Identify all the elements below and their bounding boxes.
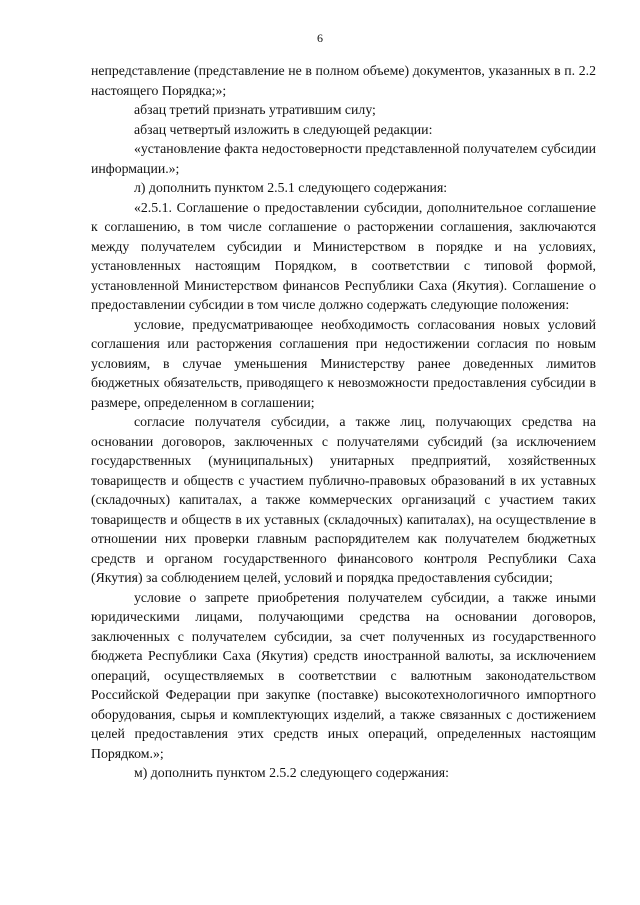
paragraph-submission-failure: непредставление (представление не в полном объеме) документов, указанных в п. 2.2 настоящего Порядка;»; (91, 63, 596, 98)
paragraph-currency-prohibition: условие о запрете приобретения получателем субсидии, а также иными юридическими лицами, получающими средства на основании договоров, заключенных с получателем субсидии, за счет полученных из государственного бюджета Республики Саха (Якутия) средств иностранной валюты, за исключением операций, осуществляемых в соответствии с валютным законодательством Российской Федерации при закупке (поставке) высокотехнологичного импортного оборудования, сырья и комплектующих изделий, а также связанных с достижением целей предоставления этих средств иных операций, определенных настоящим Порядком.»; (91, 589, 596, 761)
paragraph-false-information: «установление факта недостоверности представленной получателем субсидии информации.»; (91, 141, 596, 176)
paragraph-item-l: л) дополнить пунктом 2.5.1 следующего содержания: (134, 180, 448, 195)
paragraph-third-clause: абзац третий признать утратившим силу; (134, 102, 376, 117)
paragraph-item-m: м) дополнить пунктом 2.5.2 следующего содержания: (134, 765, 449, 780)
page-number: 6 (317, 31, 323, 45)
document-body (91, 61, 596, 783)
paragraph-consent-inspection: согласие получателя субсидии, а также лиц, получающих средства на основании договоров, заключенных с получателями субсидий (за исключением государственных (муниципальных) унитарных предприятий, хозяйственных товариществ и обществ с участием публично-правовых образований в их уставных (складочных) капиталах, а также коммерческих организаций с участием таких товариществ и обществ в их уставных (складочных) капиталах), на осуществление в отношении них проверки главным распорядителем как получателем бюджетных средств и органом государственного финансового контроля Республики Саха (Якутия) за соблюдением целей, условий и порядка предоставления субсидии; (91, 414, 596, 585)
paragraph-clause-2-5-1: «2.5.1. Соглашение о предоставлении субсидии, дополнительное соглашение к соглашению, в том числе соглашение о расторжении соглашения, заключаются между получателем субсидии и Министерством в порядке и на условиях, установленных настоящим Порядком, в соответствии с типовой формой, установленной Министерством финансов Республики Саха (Якутия). Соглашение о предоставлении субсидии в том числе должно содержать следующие положения: (91, 199, 596, 312)
paragraph-fourth-clause: абзац четвертый изложить в следующей редакции: (134, 121, 433, 137)
paragraph-condition-renegotiation: условие, предусматривающее необходимость согласования новых условий соглашения или расторжения соглашения при недостижении согласия по новым условиям, в случае уменьшения Министерству ранее доведенных лимитов бюджетных обязательств, приводящего к невозможности предоставления субсидии в размере, определенном в соглашении; (91, 316, 596, 410)
